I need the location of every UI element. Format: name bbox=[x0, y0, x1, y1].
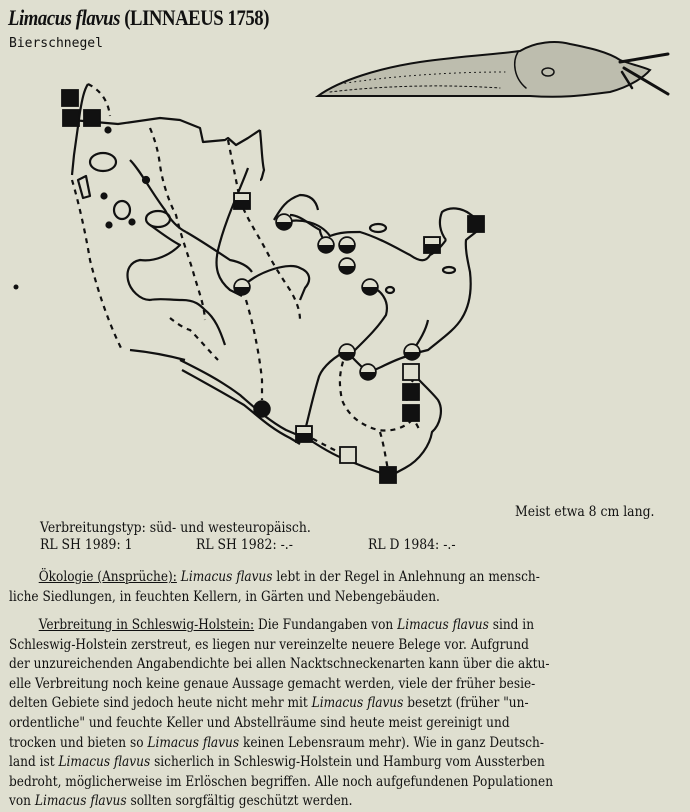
marker-square-full-icon bbox=[403, 405, 419, 421]
marker-circle-half-icon bbox=[404, 344, 420, 360]
distribution-line bbox=[9, 675, 675, 695]
slug-illustration bbox=[318, 42, 668, 97]
stray-dot bbox=[14, 285, 19, 290]
distribution-line bbox=[9, 714, 675, 734]
marker-square-half-icon bbox=[424, 237, 440, 253]
text-run: sind in bbox=[488, 617, 535, 633]
marker-square-half-icon bbox=[296, 426, 312, 442]
record-markers bbox=[62, 90, 484, 483]
text-run: trocken und bieten so bbox=[9, 734, 148, 751]
distribution-line bbox=[9, 792, 675, 812]
marker-circle-half-icon bbox=[276, 214, 292, 230]
species-name-inline: Limacus flavus bbox=[397, 617, 489, 633]
text-run: sicherlich in Schleswig-Holstein und Hamburg vom Aussterben bbox=[150, 754, 545, 771]
marker-circle-half-icon bbox=[339, 237, 355, 253]
marker-square-full-icon bbox=[468, 216, 484, 232]
marker-square-full-icon bbox=[403, 384, 419, 400]
text-run: von bbox=[9, 793, 35, 810]
distribution-line bbox=[9, 773, 675, 793]
text-run: elle Verbreitung noch keine genaue Aussage gemacht werden, viele der früher besie- bbox=[9, 675, 536, 692]
text-run: land ist bbox=[9, 754, 59, 771]
ecology-heading: Ökologie (Ansprüche): bbox=[38, 569, 177, 585]
text-run: liche Siedlungen, in feuchten Kellern, in Gärten und Nebengebäuden. bbox=[9, 588, 440, 605]
distribution-heading: Verbreitung in Schleswig-Holstein: bbox=[38, 617, 255, 633]
species-author: (LINNAEUS 1758) bbox=[124, 5, 270, 30]
text-run: keinen Lebensraum mehr). Wie in ganz Deutsch- bbox=[239, 734, 544, 751]
distribution-map bbox=[72, 84, 482, 475]
text-run: Schleswig-Holstein zerstreut, es liegen nur vereinzelte neuere Belege vor. Aufgrund bbox=[9, 636, 529, 653]
species-name-inline: Limacus flavus bbox=[147, 734, 240, 751]
district-borders bbox=[72, 84, 420, 470]
ecology-paragraph bbox=[9, 568, 675, 607]
red-list-sh-1982: RL SH 1982: -.- bbox=[196, 537, 293, 553]
species-name-inline: Limacus flavus bbox=[311, 695, 404, 712]
text-run: bedroht, möglicherweise im Erlöschen begriffen. Alle noch aufgefundenen Populationen bbox=[9, 773, 554, 790]
text-run: ordentliche" und feuchte Keller und Abstellräume sind heute meist gereinigt und bbox=[9, 714, 510, 731]
text-run: der unzureichenden Angabendichte bei allen Nacktschneckenarten kann über die aktu- bbox=[9, 656, 550, 673]
red-list-d-1984: RL D 1984: -.- bbox=[368, 537, 456, 553]
distribution-line-1 bbox=[9, 616, 675, 636]
text-run: besetzt (früher "un- bbox=[403, 695, 529, 712]
ecology-line-2 bbox=[9, 588, 675, 608]
distribution-type: Verbreitungstyp: süd- und westeuropäisch. bbox=[40, 520, 311, 536]
marker-circle-full-icon bbox=[254, 401, 270, 417]
size-note: Meist etwa 8 cm lang. bbox=[515, 504, 655, 520]
marker-square-full-icon bbox=[62, 90, 78, 106]
common-name: Bierschnegel bbox=[9, 36, 103, 51]
ecology-line-1 bbox=[9, 568, 675, 588]
marker-circle-half-icon bbox=[362, 279, 378, 295]
red-list-sh-1989: RL SH 1989: 1 bbox=[40, 537, 133, 553]
distribution-line bbox=[9, 734, 675, 754]
species-name-inline: Limacus flavus bbox=[58, 754, 151, 771]
text-run: delten Gebiete sind jedoch heute nicht mehr mit bbox=[9, 695, 312, 712]
distribution-line bbox=[9, 694, 675, 714]
marker-circle-half-icon bbox=[360, 364, 376, 380]
marker-circle-half-icon bbox=[234, 279, 250, 295]
marker-square-open-icon bbox=[403, 364, 419, 380]
text-run: sollten sorgfältig geschützt werden. bbox=[126, 793, 353, 810]
species-name-inline: Limacus flavus bbox=[34, 793, 127, 810]
species-name: Limacus flavus bbox=[8, 5, 120, 30]
marker-square-full-icon bbox=[63, 110, 79, 126]
species-name-inline: Limacus flavus bbox=[180, 569, 273, 585]
distribution-line bbox=[9, 753, 675, 773]
marker-square-open-icon bbox=[340, 447, 356, 463]
marker-square-full-icon bbox=[380, 467, 396, 483]
marker-circle-half-icon bbox=[339, 344, 355, 360]
distribution-line bbox=[9, 636, 675, 656]
marker-circle-half-icon bbox=[339, 258, 355, 274]
text-run: lebt in der Regel in Anlehnung an mensch- bbox=[272, 569, 540, 585]
marker-square-full-icon bbox=[84, 110, 100, 126]
text-run: Die Fundangaben von bbox=[254, 617, 398, 633]
marker-square-half-icon bbox=[234, 193, 250, 209]
marker-circle-half-icon bbox=[318, 237, 334, 253]
distribution-paragraph bbox=[9, 616, 675, 812]
distribution-line bbox=[9, 655, 675, 675]
